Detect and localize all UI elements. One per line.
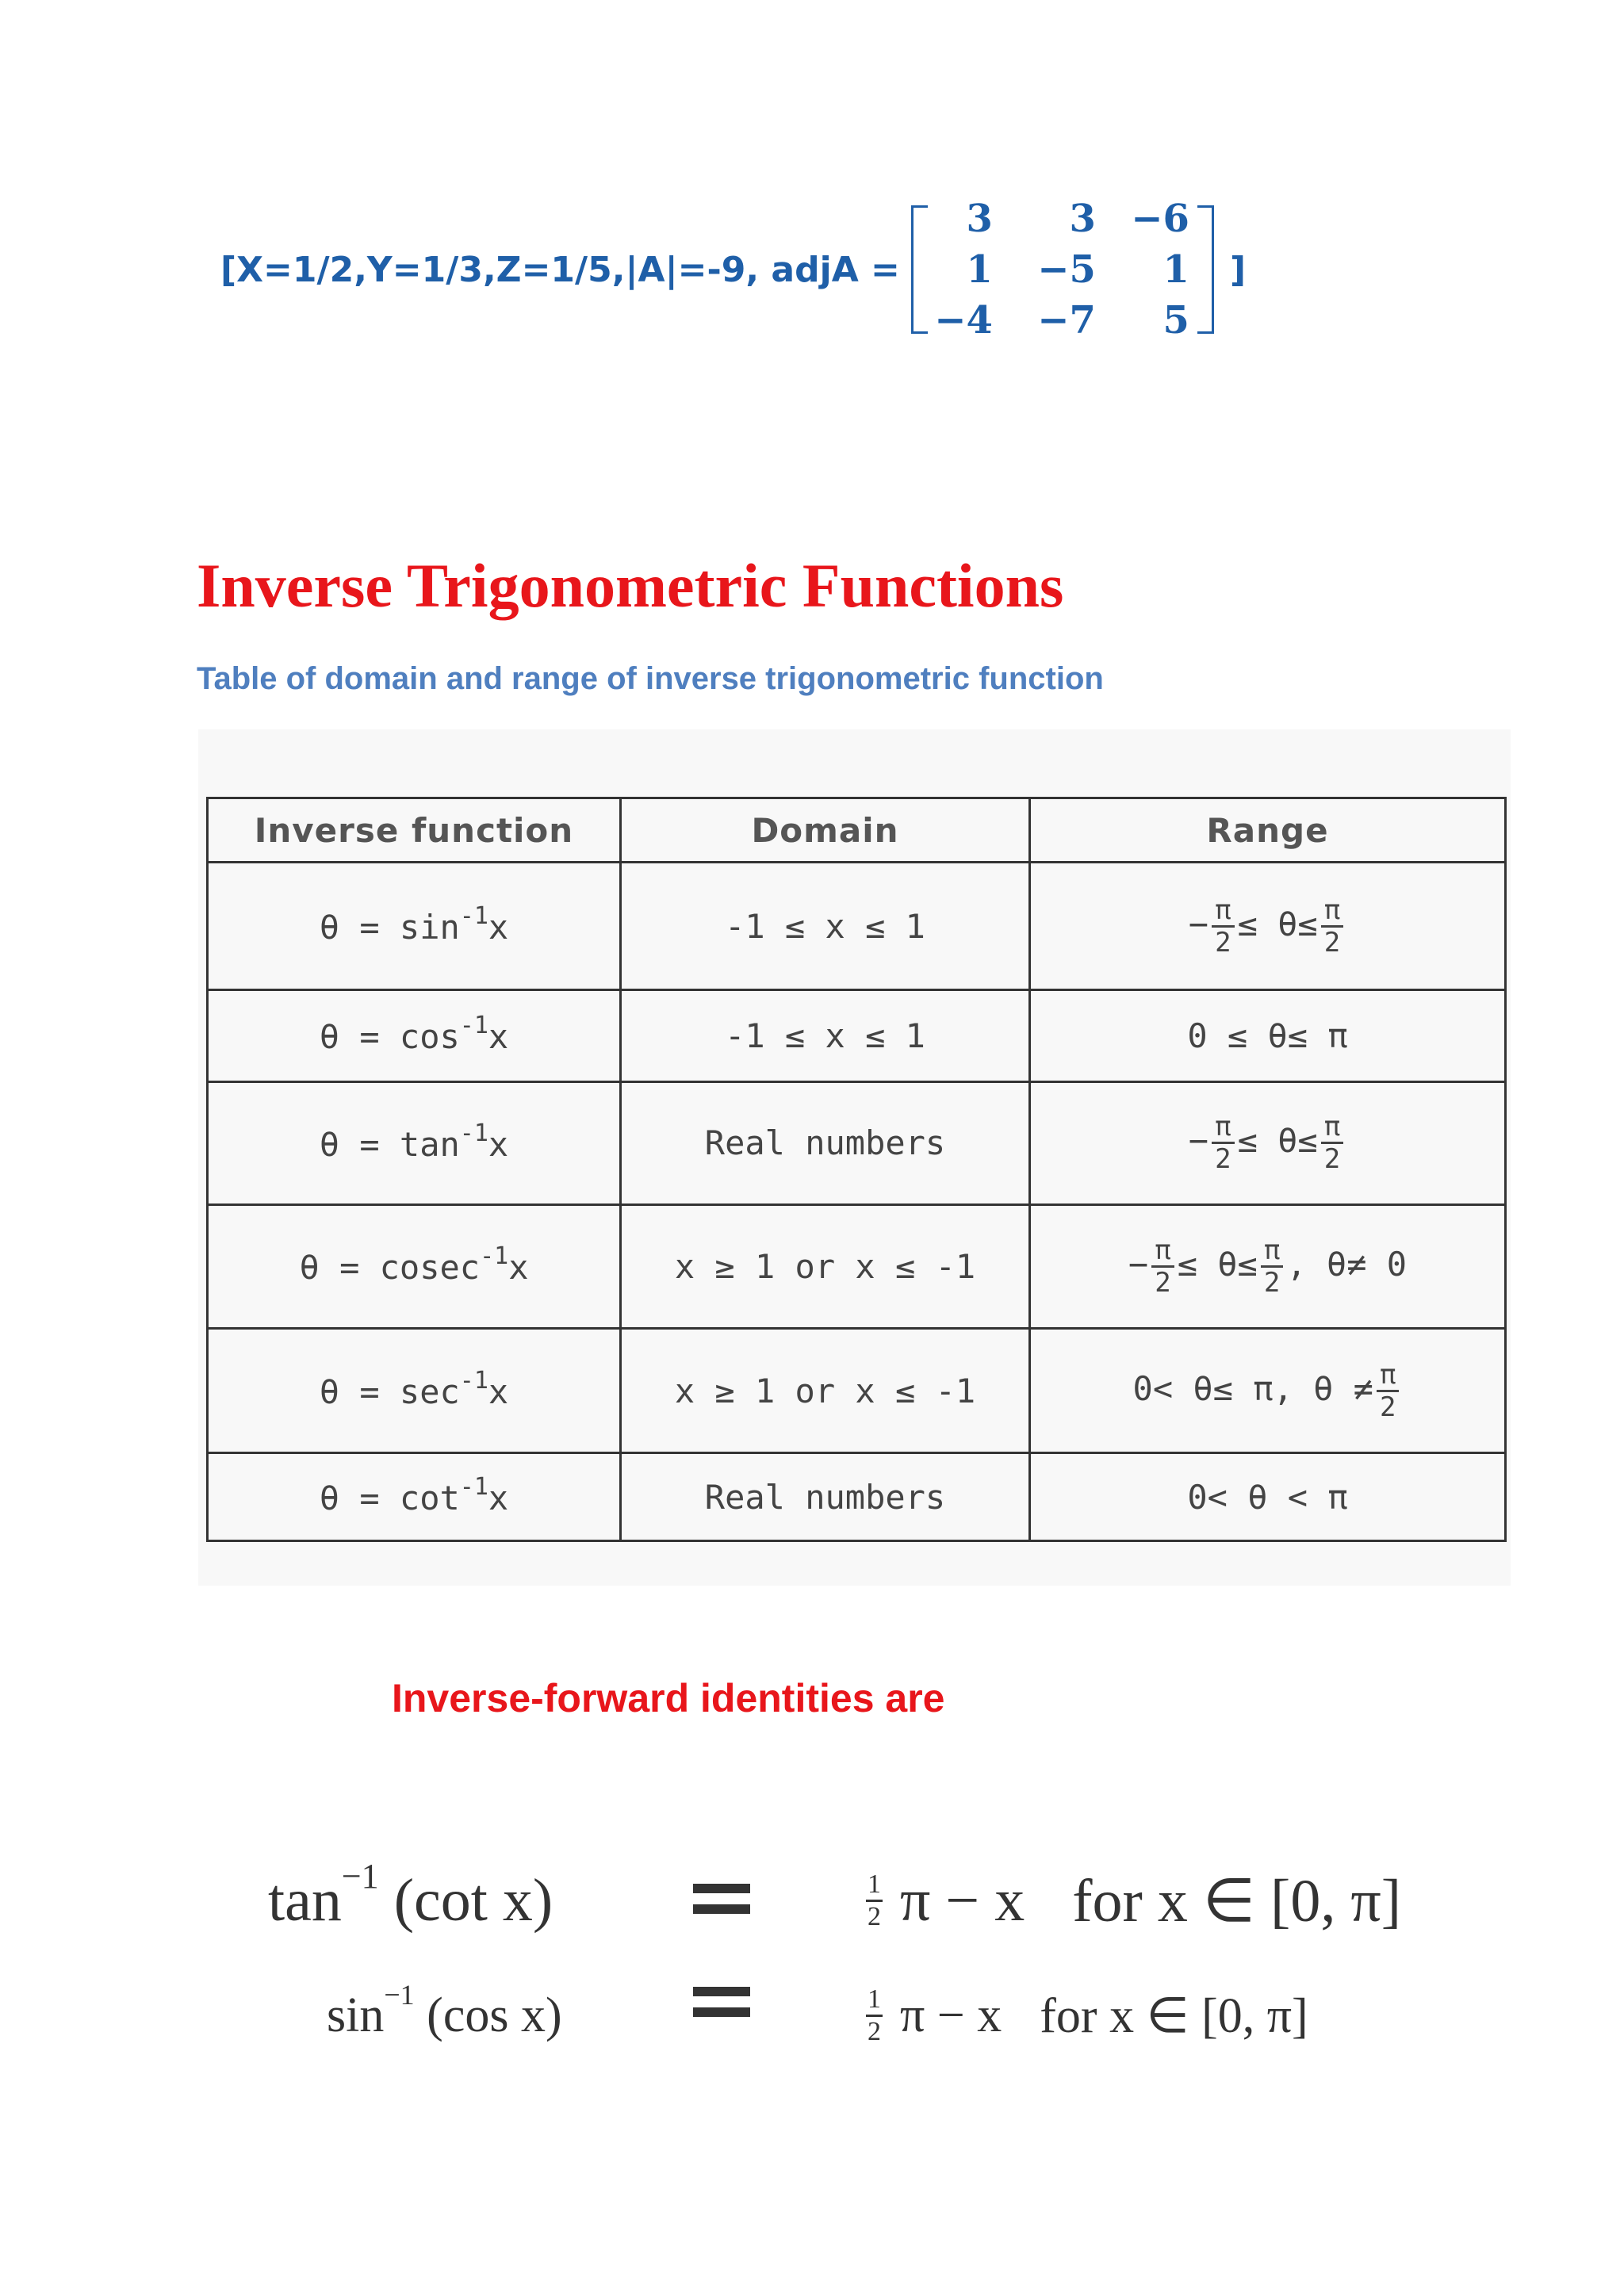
table-row bbox=[208, 1453, 1506, 1541]
header-inverse-function: Inverse function bbox=[208, 798, 621, 863]
matrix-cell: 3 bbox=[1069, 197, 1096, 241]
equals-sign bbox=[693, 1873, 750, 1925]
matrix-cell: −5 bbox=[1037, 247, 1096, 292]
identity-heading: Inverse-forward identities are bbox=[392, 1676, 945, 1720]
adjugate-matrix bbox=[928, 193, 1197, 346]
range-cell: − $\frac{\pi}{2}$ ≤ θ≤ $\frac{\pi}{2}$ bbox=[1030, 863, 1506, 990]
identity-row bbox=[0, 1976, 1624, 2055]
table-row bbox=[208, 1081, 1506, 1205]
half-fraction: 1 2 bbox=[868, 1984, 881, 2046]
matrix-cell: 1 bbox=[1162, 247, 1189, 292]
function-cell: $\theta = \cot^{-1}x$ bbox=[208, 1453, 621, 1541]
domain-cell: x ≥ 1 or x ≤ -1 bbox=[621, 1205, 1030, 1329]
domain-cell: Real numbers bbox=[621, 1453, 1030, 1541]
domain-range-table bbox=[206, 797, 1507, 1542]
domain-cell: -1 ≤ x ≤ 1 bbox=[621, 863, 1030, 990]
section-subtitle: Table of domain and range of inverse trigonometric function bbox=[197, 661, 1104, 696]
table-row bbox=[208, 863, 1506, 990]
range-cell: 0 ≤ θ≤ π bbox=[1030, 990, 1506, 1081]
function-cell: θ = cosec$^{-1}$x bbox=[208, 1205, 621, 1329]
domain-cell: x ≥ 1 or x ≤ -1 bbox=[621, 1328, 1030, 1453]
matrix-cell: −4 bbox=[934, 298, 993, 342]
answer-close-bracket: ] bbox=[1229, 249, 1247, 290]
function-cell: $\theta = \tan^{-1}x$ bbox=[208, 1081, 621, 1205]
header-domain: Domain bbox=[621, 798, 1030, 863]
section-title: Inverse Trigonometric Functions bbox=[197, 551, 1064, 620]
table-row bbox=[208, 990, 1506, 1081]
equals-sign bbox=[693, 1976, 750, 2028]
function-cell: $\theta = \cos^{-1}x$ bbox=[208, 990, 621, 1081]
range-cell: − $\frac{\pi}{2}$ ≤ θ≤ $\frac{\pi}{2}$ bbox=[1030, 1081, 1506, 1205]
identity-condition: for x ∈ [0, π] bbox=[1040, 1989, 1308, 2043]
function-cell: $\theta = \sec^{-1}x$ bbox=[208, 1328, 621, 1453]
matrix-cell: 5 bbox=[1162, 298, 1189, 342]
identity-condition: for x ∈ [0, π] bbox=[1072, 1868, 1402, 1934]
identity-row bbox=[0, 1857, 1624, 1944]
identity-rhs: 1 2 π − x for x ∈ [0, π] bbox=[868, 1984, 1308, 2046]
table-row bbox=[208, 1328, 1506, 1453]
identity-rhs: 1 2 π − x for x ∈ [0, π] bbox=[866, 1865, 1401, 1936]
table-row bbox=[208, 1205, 1506, 1329]
matrix-left-bracket bbox=[911, 205, 928, 334]
matrix-cell: 1 bbox=[966, 247, 993, 292]
identity-lhs: $\sin^{-1} (\cos$ x) bbox=[327, 1978, 562, 2042]
domain-cell: Real numbers bbox=[621, 1081, 1030, 1205]
matrix-cell: 3 bbox=[966, 197, 993, 241]
range-cell: 0< θ≤ π, θ ≠ $\frac{\pi}{2}$ bbox=[1030, 1328, 1506, 1453]
matrix-cell: −6 bbox=[1131, 197, 1189, 241]
range-cell: − $\frac{\pi}{2}$ ≤ θ≤ $\frac{\pi}{2}$ , θ≠ 0 bbox=[1030, 1205, 1506, 1329]
identity-lhs: $\tan^{-1} (\cot$ x) bbox=[268, 1857, 553, 1934]
function-cell: $\theta = \sin^{-1}x$ bbox=[208, 863, 621, 990]
matrix-cell: −7 bbox=[1037, 298, 1096, 342]
answer-text: [X=1/2,Y=1/3,Z=1/5,|A|=-9, adjA = bbox=[220, 249, 900, 290]
matrix-right-bracket bbox=[1197, 205, 1214, 334]
range-cell: 0< θ < π bbox=[1030, 1453, 1506, 1541]
table-header-row bbox=[208, 798, 1506, 863]
half-fraction: 1 2 bbox=[868, 1869, 881, 1931]
answer-line bbox=[220, 198, 1246, 341]
header-range: Range bbox=[1030, 798, 1506, 863]
domain-cell: -1 ≤ x ≤ 1 bbox=[621, 990, 1030, 1081]
